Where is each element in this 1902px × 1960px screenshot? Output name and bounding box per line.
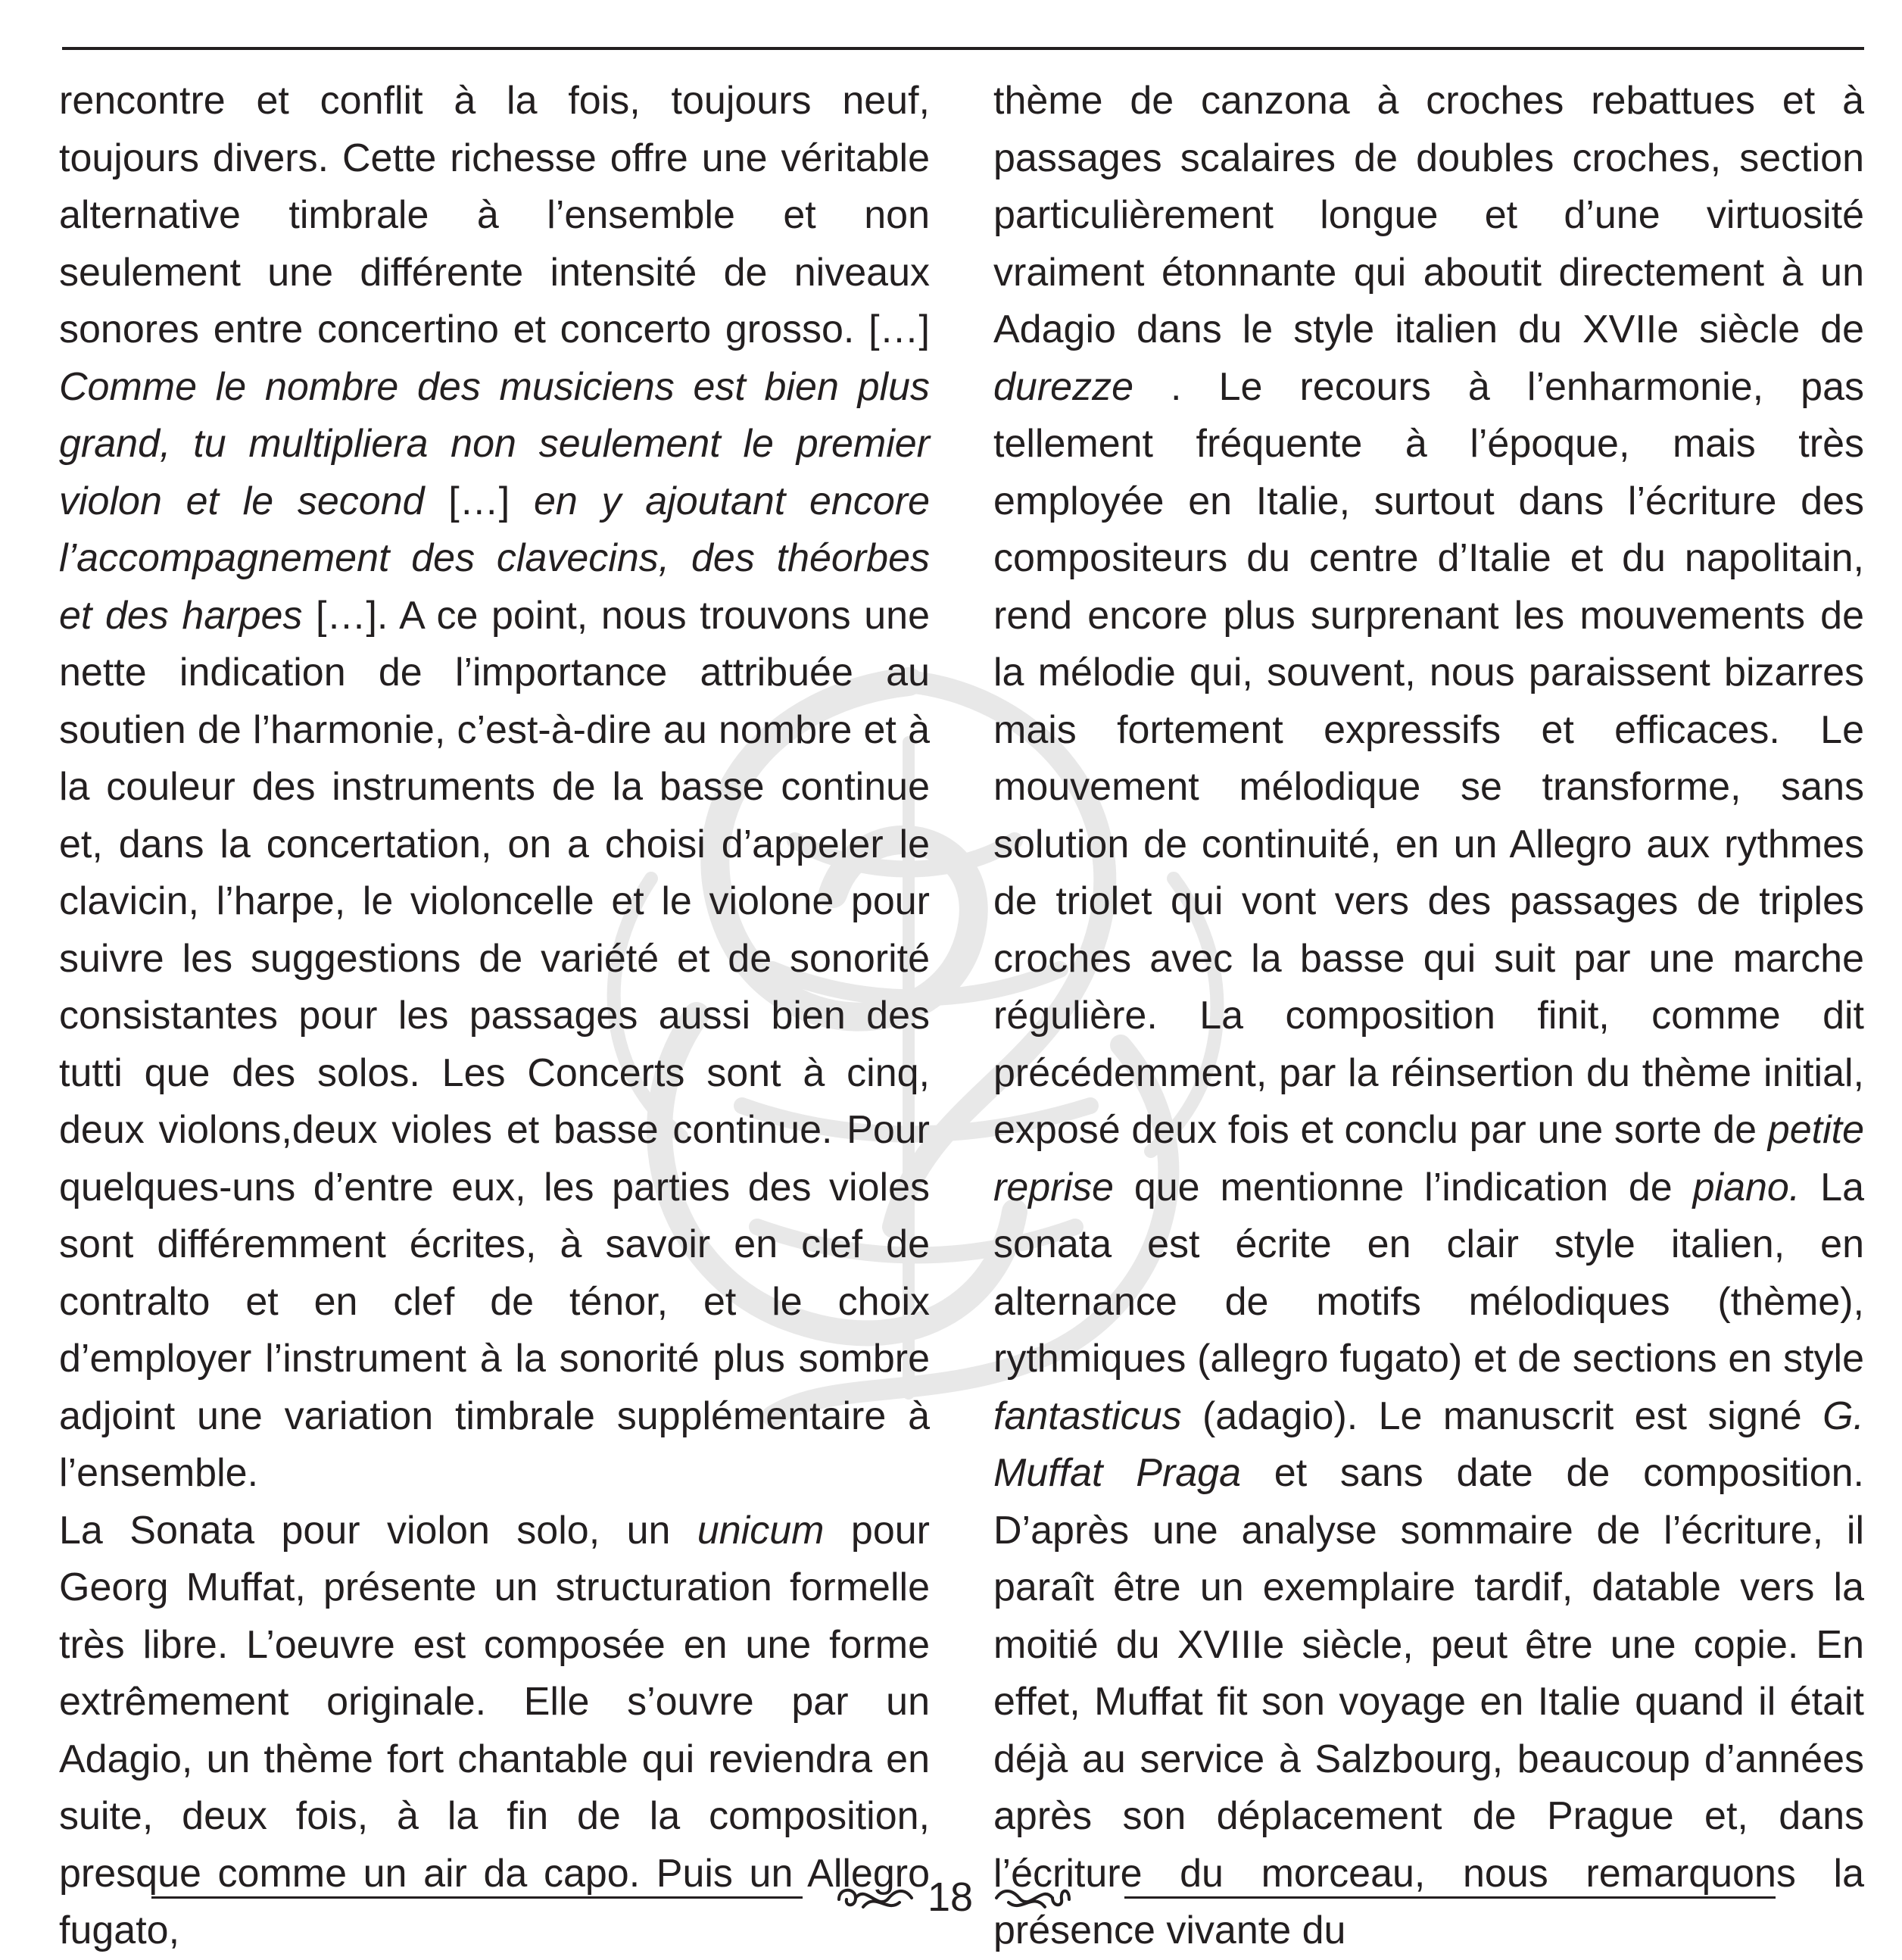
text-run: . Le recours à l’enharmonie, pas tellement fréquente à l’époque, mais très employée en Italie, surtout dans l’écriture des compositeurs du centre d’Italie et du napolitain, rend encore plus surprenant les mouvements de la mélodie qui, souvent, nous paraissent bizarres mais fortement expressifs et efficaces. Le mouvement mélodique se transforme, sans solution de continuité, en un Allegro aux rythmes de triolet qui vont vers des passages de triples croches avec la basse qui suit par une marche régulière. La composition finit, comme dit précédemment, par la réinsertion du thème initial, exposé deux fois et conclu par une sorte de — [993, 364, 1864, 1152]
scroll-ornament-icon — [992, 1880, 1075, 1916]
text-run: (adagio). Le manuscrit est signé — [1181, 1394, 1823, 1438]
text-run: que mentionne l’indication de — [1113, 1165, 1693, 1209]
top-rule — [62, 47, 1864, 50]
right-text-column — [993, 73, 1864, 1960]
text-run: thème de canzona à croches rebattues et à passages scalaires de doubles croches, section particulièrement longue et d’une virtuosité vraiment étonnante qui aboutit directement à un Adagio dans le style italien du XVIIe siècle de — [993, 79, 1864, 351]
text-run: et sans date de composition. D’après une analyse sommaire de l’écriture, il paraît être un exemplaire tardif, datable vers la moitié du XVIIIe siècle, peut être une copie. En effet, Muffat fit son voyage en Italie quand il était déjà au service à Salzbourg, beaucoup d’années après son déplacement de Prague et, dans l’écriture du morceau, nous remarquons la présence vivante du — [993, 1451, 1864, 1952]
text-run: pour Georg Muffat, présente un structuration formelle très libre. L’oeuvre est composée en une forme extrêmement originale. Elle s’ouvre par un Adagio, un thème fort chantable qui reviendra en suite, deux fois, à la fin de la composition, presque comme un air da capo. Puis un Allegro fugato, — [59, 1508, 930, 1952]
italic-text: fantasticus — [993, 1394, 1182, 1438]
page-footer — [0, 1871, 1902, 1931]
footer-rule-right — [1124, 1896, 1776, 1899]
text-run: La Sonata pour violon solo, un — [59, 1508, 697, 1553]
italic-text: piano. — [1692, 1165, 1801, 1209]
paragraph — [59, 73, 930, 1503]
italic-text: petite reprise — [993, 1108, 1864, 1209]
italic-text: Comme le nombre des musiciens est bien plus grand, tu multipliera non seulement le premier violon et le second — [59, 364, 930, 523]
italic-text: en y ajoutant encore l’accompagnement des clavecins, des théorbes et des harpes — [59, 479, 930, 638]
text-run: La sonata est écrite en clair style italien, en alternance de motifs mélodiques (thème), rythmiques (allegro fugato) et de sections en style — [993, 1165, 1864, 1381]
italic-text: G. Muffat Praga — [993, 1394, 1864, 1495]
footer-rule-left — [151, 1896, 803, 1899]
page-number: 18 — [927, 1874, 974, 1920]
text-run: rencontre et conflit à la fois, toujours neuf, toujours divers. Cette richesse offre une véritable alternative timbrale à l’ensemble et non seulement une différente intensité de niveaux sonores entre concertino et concerto grosso. […] — [59, 79, 930, 351]
italic-text: unicum — [697, 1508, 825, 1553]
scroll-ornament-icon — [833, 1880, 916, 1916]
text-run: […]. A ce point, nous trouvons une nette indication de l’importance attribuée au soutien de l’harmonie, c’est-à-dire au nombre et à la couleur des instruments de la basse continue et, dans la concertation, on a choisi d’appeler le clavicin, l’harpe, le violoncelle et le violone pour suivre les suggestions de variété et de sonorité consistantes pour les passages aussi bien des tutti que des solos. Les Concerts sont à cinq, deux violons,deux violes et basse continue. Pour quelques-uns d’entre eux, les parties des violes sont différemment écrites, à savoir en clef de contralto et en clef de ténor, et le choix d’employer l’instrument à la sonorité plus sombre adjoint une variation timbrale supplémentaire à l’ensemble. — [59, 593, 930, 1495]
text-run: […] — [424, 479, 534, 523]
paragraph — [993, 73, 1864, 1960]
left-text-column — [59, 73, 930, 1960]
italic-text: durezze — [993, 364, 1133, 409]
